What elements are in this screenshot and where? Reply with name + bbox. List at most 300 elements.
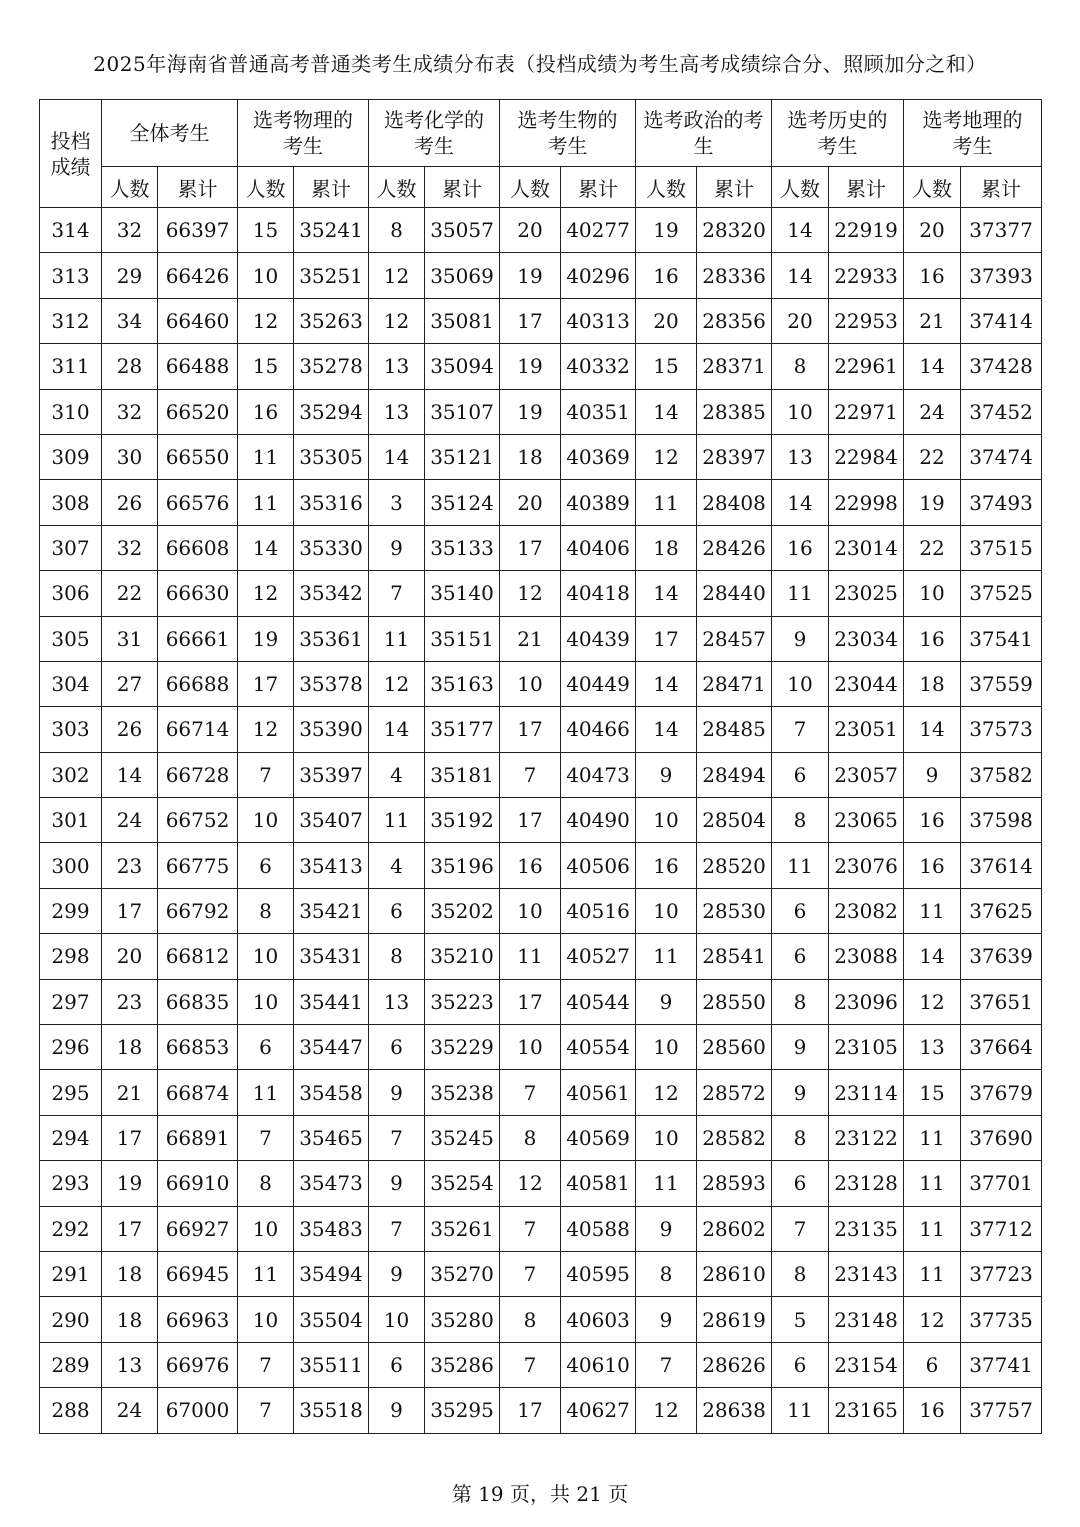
count-cell: 14 (772, 253, 829, 298)
cumulative-cell: 35316 (294, 480, 369, 525)
score-cell: 314 (40, 208, 102, 253)
cumulative-cell: 28471 (697, 661, 772, 706)
cumulative-cell: 40554 (561, 1025, 636, 1070)
count-cell: 16 (904, 253, 961, 298)
cumulative-cell: 28494 (697, 752, 772, 797)
cumulative-cell: 40296 (561, 253, 636, 298)
cumulative-cell: 37493 (961, 480, 1042, 525)
sub-header-count: 人数 (636, 167, 697, 208)
sub-header-count: 人数 (772, 167, 829, 208)
count-cell: 7 (772, 1206, 829, 1251)
cumulative-cell: 23135 (829, 1206, 904, 1251)
count-cell: 16 (238, 389, 294, 434)
count-cell: 15 (636, 344, 697, 389)
group-header-line1: 选考地理的 (922, 108, 1023, 132)
group-header-all (102, 100, 238, 167)
count-cell: 12 (904, 1297, 961, 1342)
score-cell: 302 (40, 752, 102, 797)
count-cell: 32 (102, 389, 158, 434)
cumulative-cell: 35342 (294, 571, 369, 616)
count-cell: 19 (102, 1161, 158, 1206)
group-header-line2: 考生 (283, 134, 323, 158)
cumulative-cell: 35494 (294, 1251, 369, 1296)
count-cell: 12 (500, 571, 561, 616)
count-cell: 17 (500, 798, 561, 843)
score-cell: 305 (40, 616, 102, 661)
cumulative-cell: 22984 (829, 434, 904, 479)
count-cell: 8 (772, 979, 829, 1024)
table-row (40, 1297, 1042, 1342)
cumulative-cell: 23105 (829, 1025, 904, 1070)
score-column-header (40, 100, 102, 208)
cumulative-cell: 37541 (961, 616, 1042, 661)
cumulative-cell: 37377 (961, 208, 1042, 253)
count-cell: 14 (238, 525, 294, 570)
count-cell: 5 (772, 1297, 829, 1342)
cumulative-cell: 23051 (829, 707, 904, 752)
cumulative-cell: 23148 (829, 1297, 904, 1342)
cumulative-cell: 40490 (561, 798, 636, 843)
cumulative-cell: 40332 (561, 344, 636, 389)
table-row (40, 616, 1042, 661)
cumulative-cell: 66576 (158, 480, 238, 525)
cumulative-cell: 66630 (158, 571, 238, 616)
count-cell: 7 (369, 571, 425, 616)
sub-header-total: 累计 (561, 167, 636, 208)
group-header-politics (636, 100, 772, 167)
count-cell: 19 (238, 616, 294, 661)
count-cell: 29 (102, 253, 158, 298)
cumulative-cell: 37651 (961, 979, 1042, 1024)
cumulative-cell: 37474 (961, 434, 1042, 479)
cumulative-cell: 35081 (425, 298, 500, 343)
cumulative-cell: 40277 (561, 208, 636, 253)
count-cell: 7 (636, 1342, 697, 1387)
count-cell: 9 (636, 1297, 697, 1342)
cumulative-cell: 35286 (425, 1342, 500, 1387)
count-cell: 21 (904, 298, 961, 343)
count-cell: 27 (102, 661, 158, 706)
cumulative-cell: 28626 (697, 1342, 772, 1387)
cumulative-cell: 40569 (561, 1115, 636, 1160)
score-header-line1: 投档 (50, 128, 91, 153)
cumulative-cell: 37515 (961, 525, 1042, 570)
count-cell: 9 (636, 752, 697, 797)
cumulative-cell: 66792 (158, 888, 238, 933)
count-cell: 34 (102, 298, 158, 343)
cumulative-cell: 35238 (425, 1070, 500, 1115)
count-cell: 20 (904, 208, 961, 253)
score-cell: 297 (40, 979, 102, 1024)
cumulative-cell: 66927 (158, 1206, 238, 1251)
sub-header-total: 累计 (961, 167, 1042, 208)
cumulative-cell: 40603 (561, 1297, 636, 1342)
cumulative-cell: 35263 (294, 298, 369, 343)
page-footer: 第 19 页，共 21 页 (451, 1482, 629, 1506)
cumulative-cell: 35245 (425, 1115, 500, 1160)
count-cell: 11 (369, 616, 425, 661)
count-cell: 6 (772, 1342, 829, 1387)
count-cell: 10 (904, 571, 961, 616)
sub-header-total: 累计 (425, 167, 500, 208)
table-row (40, 1161, 1042, 1206)
count-cell: 12 (238, 707, 294, 752)
count-cell: 11 (772, 1388, 829, 1433)
count-cell: 16 (904, 1388, 961, 1433)
count-cell: 7 (500, 1342, 561, 1387)
cumulative-cell: 35483 (294, 1206, 369, 1251)
count-cell: 18 (636, 525, 697, 570)
cumulative-cell: 35390 (294, 707, 369, 752)
count-cell: 14 (772, 208, 829, 253)
count-cell: 10 (636, 1115, 697, 1160)
count-cell: 12 (369, 253, 425, 298)
cumulative-cell: 35270 (425, 1251, 500, 1296)
cumulative-cell: 40581 (561, 1161, 636, 1206)
cumulative-cell: 66874 (158, 1070, 238, 1115)
sub-header-total: 累计 (294, 167, 369, 208)
cumulative-cell: 35447 (294, 1025, 369, 1070)
count-cell: 11 (500, 934, 561, 979)
score-cell: 299 (40, 888, 102, 933)
cumulative-cell: 66397 (158, 208, 238, 253)
count-cell: 21 (500, 616, 561, 661)
count-cell: 10 (500, 888, 561, 933)
count-cell: 16 (500, 843, 561, 888)
count-cell: 11 (238, 480, 294, 525)
count-cell: 6 (772, 888, 829, 933)
count-cell: 8 (500, 1115, 561, 1160)
count-cell: 8 (369, 208, 425, 253)
cumulative-cell: 40351 (561, 389, 636, 434)
count-cell: 19 (500, 344, 561, 389)
count-cell: 7 (500, 1206, 561, 1251)
count-cell: 32 (102, 525, 158, 570)
cumulative-cell: 35378 (294, 661, 369, 706)
count-cell: 12 (636, 1070, 697, 1115)
count-cell: 6 (369, 1025, 425, 1070)
cumulative-cell: 23122 (829, 1115, 904, 1160)
cumulative-cell: 35518 (294, 1388, 369, 1433)
count-cell: 10 (636, 1025, 697, 1070)
count-cell: 11 (904, 1115, 961, 1160)
count-cell: 13 (904, 1025, 961, 1070)
group-header-line2: 考生 (414, 134, 454, 158)
cumulative-cell: 40313 (561, 298, 636, 343)
table-row (40, 979, 1042, 1024)
count-cell: 9 (772, 616, 829, 661)
cumulative-cell: 35421 (294, 888, 369, 933)
cumulative-cell: 35280 (425, 1297, 500, 1342)
cumulative-cell: 28593 (697, 1161, 772, 1206)
count-cell: 14 (904, 934, 961, 979)
cumulative-cell: 40439 (561, 616, 636, 661)
cumulative-cell: 35261 (425, 1206, 500, 1251)
count-cell: 13 (772, 434, 829, 479)
score-cell: 310 (40, 389, 102, 434)
count-cell: 9 (369, 1070, 425, 1115)
count-cell: 26 (102, 480, 158, 525)
count-cell: 32 (102, 208, 158, 253)
cumulative-cell: 66835 (158, 979, 238, 1024)
score-cell: 304 (40, 661, 102, 706)
cumulative-cell: 66976 (158, 1342, 238, 1387)
count-cell: 20 (102, 934, 158, 979)
cumulative-cell: 28397 (697, 434, 772, 479)
count-cell: 16 (772, 525, 829, 570)
count-cell: 17 (102, 1115, 158, 1160)
cumulative-cell: 35441 (294, 979, 369, 1024)
cumulative-cell: 28385 (697, 389, 772, 434)
cumulative-cell: 37452 (961, 389, 1042, 434)
group-header-line1: 选考物理的 (253, 108, 353, 132)
table-row (40, 208, 1042, 253)
cumulative-cell: 35229 (425, 1025, 500, 1070)
group-header-chemistry (369, 100, 500, 167)
cumulative-cell: 35202 (425, 888, 500, 933)
count-cell: 17 (636, 616, 697, 661)
count-cell: 14 (369, 707, 425, 752)
count-cell: 10 (369, 1297, 425, 1342)
count-cell: 9 (369, 525, 425, 570)
sub-header-count: 人数 (369, 167, 425, 208)
group-header-line1: 选考生物的 (517, 108, 618, 132)
count-cell: 14 (636, 707, 697, 752)
table-row (40, 843, 1042, 888)
cumulative-cell: 28582 (697, 1115, 772, 1160)
cumulative-cell: 35210 (425, 934, 500, 979)
cumulative-cell: 23034 (829, 616, 904, 661)
cumulative-cell: 37712 (961, 1206, 1042, 1251)
cumulative-cell: 37393 (961, 253, 1042, 298)
count-cell: 7 (238, 1115, 294, 1160)
group-header-line1: 选考化学的 (384, 108, 484, 132)
cumulative-cell: 28530 (697, 888, 772, 933)
count-cell: 12 (238, 298, 294, 343)
cumulative-cell: 40610 (561, 1342, 636, 1387)
table-row (40, 1025, 1042, 1070)
count-cell: 13 (102, 1342, 158, 1387)
cumulative-cell: 23154 (829, 1342, 904, 1387)
cumulative-cell: 22953 (829, 298, 904, 343)
count-cell: 7 (369, 1115, 425, 1160)
count-cell: 6 (369, 888, 425, 933)
count-cell: 17 (500, 707, 561, 752)
group-header-line1: 选考历史的 (787, 108, 888, 132)
cumulative-cell: 23143 (829, 1251, 904, 1296)
cumulative-cell: 66812 (158, 934, 238, 979)
cumulative-cell: 22933 (829, 253, 904, 298)
cumulative-cell: 66910 (158, 1161, 238, 1206)
count-cell: 13 (369, 344, 425, 389)
score-distribution-table (39, 99, 1042, 1434)
cumulative-cell: 35192 (425, 798, 500, 843)
cumulative-cell: 35163 (425, 661, 500, 706)
count-cell: 7 (500, 1251, 561, 1296)
score-cell: 290 (40, 1297, 102, 1342)
cumulative-cell: 35458 (294, 1070, 369, 1115)
count-cell: 14 (904, 707, 961, 752)
count-cell: 17 (238, 661, 294, 706)
cumulative-cell: 35397 (294, 752, 369, 797)
cumulative-cell: 37428 (961, 344, 1042, 389)
cumulative-cell: 35223 (425, 979, 500, 1024)
cumulative-cell: 35431 (294, 934, 369, 979)
count-cell: 15 (904, 1070, 961, 1115)
cumulative-cell: 23044 (829, 661, 904, 706)
count-cell: 10 (238, 979, 294, 1024)
table-row (40, 525, 1042, 570)
group-header-line1: 选考政治的考 (643, 108, 764, 132)
table-row (40, 888, 1042, 933)
table-row (40, 1388, 1042, 1433)
count-cell: 15 (238, 344, 294, 389)
count-cell: 8 (772, 1115, 829, 1160)
cumulative-cell: 66488 (158, 344, 238, 389)
count-cell: 8 (772, 344, 829, 389)
cumulative-cell: 35181 (425, 752, 500, 797)
count-cell: 10 (238, 798, 294, 843)
count-cell: 14 (369, 434, 425, 479)
count-cell: 14 (636, 389, 697, 434)
cumulative-cell: 37757 (961, 1388, 1042, 1433)
count-cell: 11 (904, 1161, 961, 1206)
sub-header-count: 人数 (102, 167, 158, 208)
score-cell: 295 (40, 1070, 102, 1115)
cumulative-cell: 23088 (829, 934, 904, 979)
score-cell: 291 (40, 1251, 102, 1296)
cumulative-cell: 23128 (829, 1161, 904, 1206)
count-cell: 6 (369, 1342, 425, 1387)
cumulative-cell: 35295 (425, 1388, 500, 1433)
cumulative-cell: 35196 (425, 843, 500, 888)
count-cell: 10 (500, 1025, 561, 1070)
score-cell: 289 (40, 1342, 102, 1387)
count-cell: 20 (500, 208, 561, 253)
count-cell: 6 (904, 1342, 961, 1387)
table-row (40, 253, 1042, 298)
count-cell: 9 (772, 1025, 829, 1070)
group-header-physics (238, 100, 369, 167)
count-cell: 21 (102, 1070, 158, 1115)
cumulative-cell: 35069 (425, 253, 500, 298)
cumulative-cell: 37701 (961, 1161, 1042, 1206)
count-cell: 14 (772, 480, 829, 525)
cumulative-cell: 23025 (829, 571, 904, 616)
count-cell: 3 (369, 480, 425, 525)
score-cell: 311 (40, 344, 102, 389)
group-header-biology (500, 100, 636, 167)
count-cell: 17 (102, 888, 158, 933)
count-cell: 18 (102, 1025, 158, 1070)
table-row (40, 752, 1042, 797)
count-cell: 6 (238, 843, 294, 888)
cumulative-cell: 35330 (294, 525, 369, 570)
cumulative-cell: 28560 (697, 1025, 772, 1070)
score-cell: 313 (40, 253, 102, 298)
page-title: 2025年海南省普通高考普通类考生成绩分布表（投档成绩为考生高考成绩综合分、照顾加分之和） (93, 52, 987, 76)
table-row (40, 934, 1042, 979)
cumulative-cell: 35305 (294, 434, 369, 479)
count-cell: 11 (772, 571, 829, 616)
cumulative-cell: 35057 (425, 208, 500, 253)
count-cell: 10 (238, 1297, 294, 1342)
cumulative-cell: 35177 (425, 707, 500, 752)
count-cell: 17 (500, 525, 561, 570)
count-cell: 18 (102, 1251, 158, 1296)
count-cell: 17 (500, 1388, 561, 1433)
count-cell: 18 (904, 661, 961, 706)
cumulative-cell: 35094 (425, 344, 500, 389)
score-cell: 303 (40, 707, 102, 752)
table-row (40, 434, 1042, 479)
count-cell: 15 (238, 208, 294, 253)
cumulative-cell: 40473 (561, 752, 636, 797)
table-row (40, 389, 1042, 434)
count-cell: 12 (238, 571, 294, 616)
count-cell: 11 (369, 798, 425, 843)
count-cell: 11 (636, 480, 697, 525)
count-cell: 16 (636, 843, 697, 888)
count-cell: 28 (102, 344, 158, 389)
cumulative-cell: 66688 (158, 661, 238, 706)
count-cell: 22 (904, 525, 961, 570)
cumulative-cell: 28572 (697, 1070, 772, 1115)
count-cell: 18 (500, 434, 561, 479)
count-cell: 9 (369, 1251, 425, 1296)
cumulative-cell: 37559 (961, 661, 1042, 706)
cumulative-cell: 35361 (294, 616, 369, 661)
count-cell: 8 (238, 888, 294, 933)
table-row (40, 480, 1042, 525)
count-cell: 20 (500, 480, 561, 525)
cumulative-cell: 40418 (561, 571, 636, 616)
count-cell: 9 (772, 1070, 829, 1115)
cumulative-cell: 23082 (829, 888, 904, 933)
cumulative-cell: 37690 (961, 1115, 1042, 1160)
count-cell: 7 (500, 1070, 561, 1115)
score-cell: 312 (40, 298, 102, 343)
cumulative-cell: 35121 (425, 434, 500, 479)
cumulative-cell: 37741 (961, 1342, 1042, 1387)
table-row (40, 707, 1042, 752)
score-cell: 293 (40, 1161, 102, 1206)
count-cell: 8 (500, 1297, 561, 1342)
table-row (40, 798, 1042, 843)
count-cell: 9 (369, 1388, 425, 1433)
count-cell: 8 (636, 1251, 697, 1296)
cumulative-cell: 28550 (697, 979, 772, 1024)
count-cell: 12 (904, 979, 961, 1024)
count-cell: 10 (772, 661, 829, 706)
count-cell: 6 (772, 752, 829, 797)
count-cell: 10 (636, 798, 697, 843)
cumulative-cell: 37598 (961, 798, 1042, 843)
cumulative-cell: 66945 (158, 1251, 238, 1296)
count-cell: 24 (102, 1388, 158, 1433)
cumulative-cell: 66608 (158, 525, 238, 570)
score-cell: 301 (40, 798, 102, 843)
count-cell: 14 (636, 571, 697, 616)
cumulative-cell: 35140 (425, 571, 500, 616)
count-cell: 19 (500, 253, 561, 298)
sub-header-total: 累计 (158, 167, 238, 208)
cumulative-cell: 37679 (961, 1070, 1042, 1115)
cumulative-cell: 35107 (425, 389, 500, 434)
table-row (40, 344, 1042, 389)
count-cell: 8 (238, 1161, 294, 1206)
group-header-line2: 考生 (547, 134, 588, 158)
